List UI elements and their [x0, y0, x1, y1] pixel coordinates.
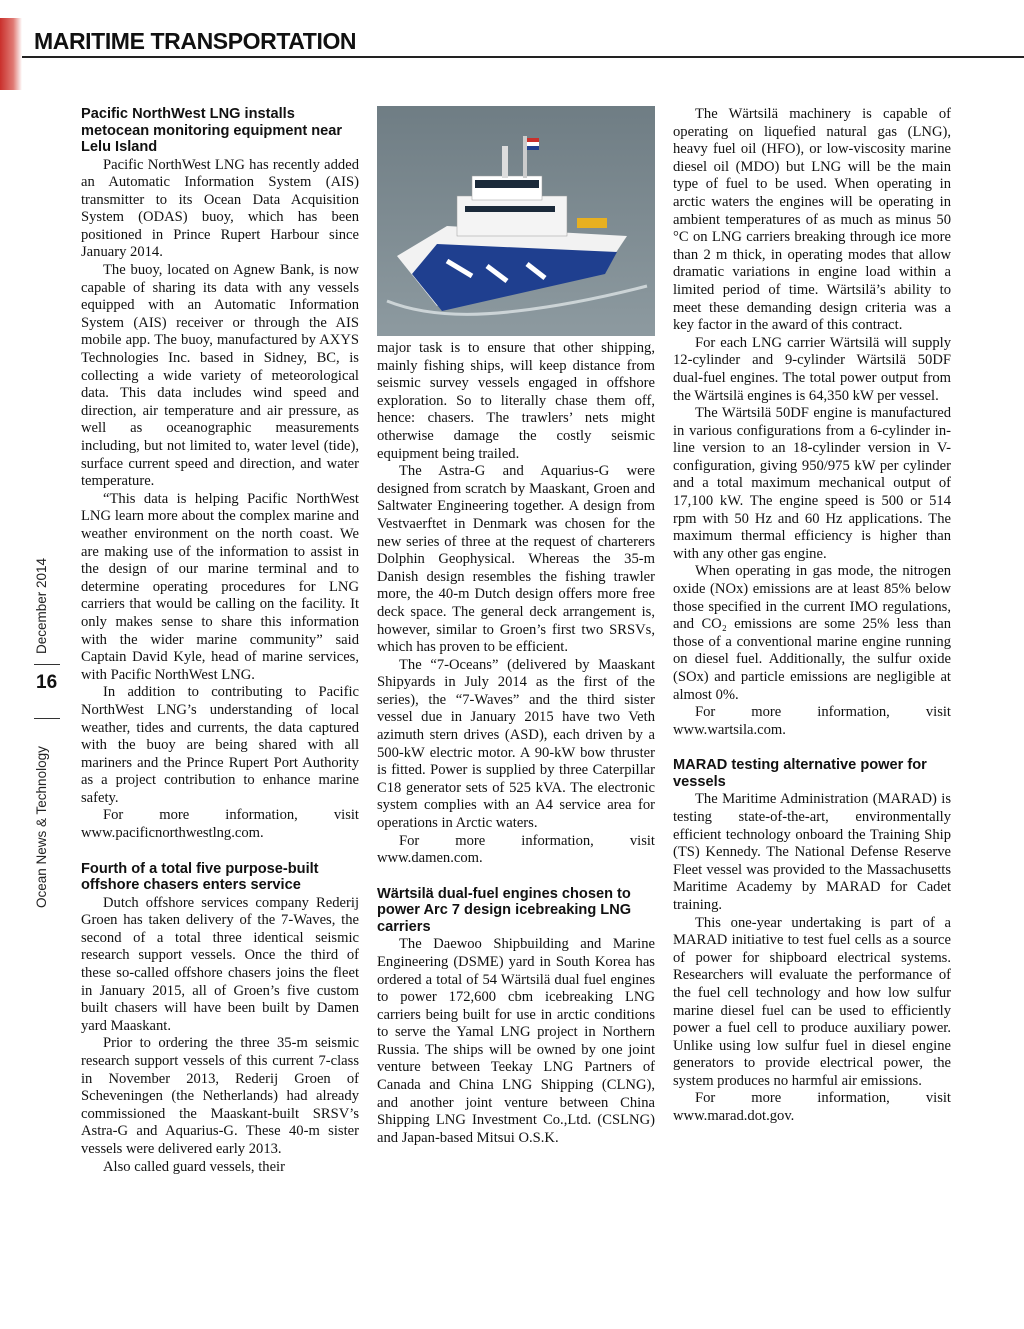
article-paragraph: For more information, visit www.damen.com. — [377, 832, 655, 867]
article-paragraph: For each LNG carrier Wärtsilä will supply 12-cylinder and 9-cylinder Wärtsilä 50DF dual-fuel engines. The total power output from the Wärtsilä engines is 64,350 kW per vessel. — [673, 334, 951, 404]
sidebar-rule — [34, 718, 60, 719]
article-paragraph: When operating in gas mode, the nitrogen oxide (NOx) emissions are at least 85% below those specified in the current IMO regulations, and CO₂ emissions are some 25% less than those of a conventional marine engine running on diesel fuel. Additionally, the sulfur oxide (SOx) and particle emissions are negligible at almost 0%. — [673, 563, 951, 703]
page-number: 16 — [36, 672, 58, 693]
section-header — [0, 18, 1024, 90]
article-headline: Fourth of a total five purpose-built offshore chasers enters service — [81, 860, 319, 894]
header-rule — [22, 56, 1024, 58]
article-headline: Pacific NorthWest LNG installs metocean monitoring equipment near Lelu Island — [81, 106, 343, 155]
section-title: MARITIME TRANSPORTATION — [34, 28, 357, 54]
article-paragraph: The Astra-G and Aquarius-G were designed from scratch by Maaskant, Groen and Saltwater Engineering together. A design from Vestvaerftet in Denmark was chosen for the new series of three at the request of charterers Dolphin Geophysical. Whereas the 35-m Danish design resembles the fishing trawler more, the 40-m Dutch design offers more free deck space. The general deck arrangement is, however, similar to Groen’s first two SRSVs, which has proven to be efficient. — [377, 463, 655, 656]
vessel-photo — [377, 106, 655, 336]
article-paragraph: Pacific NorthWest LNG has recently added an Automatic Information System (AIS) transmitter to its Ocean Data Acquisition System (ODAS) buoy, which has been positioned in Prince Rupert Harbour since January 2014. — [81, 156, 359, 261]
article-paragraph: Prior to ordering the three 35-m seismic research support vessels of this current 7-class in November 2013, Rederij Groen of Scheveningen (the Netherlands) had already commissioned the Maaskant-built SRSV’s Astra-G and Aquarius-G. These 40-m sister vessels were delivered early 2013. — [81, 1035, 359, 1157]
article-paragraph: “This data is helping Pacific NorthWest LNG learn more about the complex marine and weather environment on the north coast. We are making use of the information to assist in the design of our marine terminal and to determine operating procedures for LNG carriers that would be calling on the facility. It only makes sense to share this information with the wider marine community” said Captain David Kyle, head of marine services, with Pacific NorthWest LNG. — [81, 490, 359, 683]
article-paragraph: The Wärtsilä machinery is capable of operating on liquefied natural gas (LNG), heavy fuel oil (HFO), or low-viscosity marine diesel oil (MDO) but LNG will be the main type of fuel to be used. When operating in arctic waters the engines will be operating in ambient temperatures of as much as minus 50 °C on LNG carriers breaking through ice more than 2 m thick, in operating modes that allow dramatic variations in engine load within a limited period of time. Wärtsilä’s ability to meet these demanding design criteria was a key factor in the award of this contract. — [673, 106, 951, 334]
header-accent — [0, 18, 22, 90]
article-paragraph: The Wärtsilä 50DF engine is manufactured in various configurations from a 6-cylinder in-line version to an 18-cylinder version in V-configuration, giving 950/975 kW per cylinder and a total maximum mechanical output of 17,100 kW. The engine speed is 500 or 514 rpm with 50 Hz and 60 Hz applications. The maximum thermal efficiency is higher than with any other gas engine. — [673, 405, 951, 562]
sidebar-rule — [34, 664, 60, 665]
publication-name: Ocean News & Technology — [34, 746, 49, 908]
article-headline: MARAD testing alternative power for vessels — [673, 757, 927, 790]
article-paragraph: The buoy, located on Agnew Bank, is now capable of sharing its data with any vessels equipped with an Automatic Information System (AIS) receiver or through the AIS mobile app. The buoy, manufactured by AXYS Technologies Inc. based in Sidney, BC, is collecting a wide variety of meteorological data. This data includes wind speed and direction, air temperature and air pressure, as well as oceanographic measurements including, but not limited to, water level (tide), surface current speed and direction, and water temperature. — [81, 262, 359, 490]
article-paragraph: The “7-Oceans” (delivered by Maaskant Shipyards in July 2014 as the first of the series), the “7-Waves” and the third sister vessel due in January 2015 have two Veth azimuth stern drives (ASD), each driven by a 500-kW electric motor. A 90-kW bow thruster is fitted. Power is supplied by three Caterpillar C18 generator sets of 525 kVA. The electronic system complies with an A4 service area for operations in Arctic waters. — [377, 656, 655, 832]
article-paragraph: This one-year undertaking is part of a MARAD initiative to test fuel cells as a source of power for shipboard electrical systems. Researchers will evaluate the performance of the fuel cell technology and how low sulfur marine diesel fuel can be used to efficiently power a fuel cell to produce auxiliary power. Unlike using low sulfur fuel in diesel engine generators to provide electrical power, the system produces no harmful air emissions. — [673, 914, 951, 1089]
article-paragraph: In addition to contributing to Pacific NorthWest LNG’s understanding of local weather, tides and currents, the data captured with the buoy are being shared with all mariners and the Prince Rupert Port Authority as a project contribution to enhance marine safety. — [81, 684, 359, 806]
article-paragraph: Also called guard vessels, their — [103, 1158, 285, 1175]
article-paragraph: The Maritime Administration (MARAD) is testing state-of-the-art, environmentally efficient technology onboard the Training Ship (TS) Kennedy. The National Defense Reserve Fleet vessel was provided to the Massachusetts Maritime Academy by MARAD for Cadet training. — [673, 791, 951, 913]
article-paragraph: For more information, visit www.marad.dot.gov. — [673, 1090, 951, 1125]
article-paragraph: For more information, visit www.pacificnorthwestlng.com. — [81, 807, 359, 842]
article-paragraph: For more information, visit www.wartsila.com. — [673, 704, 951, 738]
article-paragraph: The Daewoo Shipbuilding and Marine Engineering (DSME) yard in South Korea has ordered a total of 54 Wärtsilä dual fuel engines to power 172,600 cbm icebreaking LNG carriers being built for use in arctic conditions to serve the Yamal LNG project in Northern Russia. The ships will be owned by one joint venture between Teekay LNG Partners of Canada and China LNG Shipping (CLNG), and another joint venture between China Shipping LNG Investment Co.,Ltd. (CSLNG) and Japan-based Mitsui O.S.K. — [377, 936, 655, 1146]
issue-date: December 2014 — [34, 557, 49, 654]
column-2 — [377, 106, 655, 1147]
article-paragraph: major task is to ensure that other shipping, mainly fishing ships, will keep distance from seismic survey vessels engaged in offshore exploration. So to literally chase them off, hence: chasers. The trawlers’ nets might otherwise damage the costly seismic equipment being trailed. — [377, 340, 655, 462]
article-paragraph: Dutch offshore services company Rederij Groen has taken delivery of the 7-Waves, the second of a total three identical seismic research support vessels. Once the third of these so-called offshore chasers joins the fleet in January 2015, all of Groen’s five custom built chasers will have been built by Damen yard Maaskant. — [81, 894, 359, 1034]
article-headline: Wärtsilä dual-fuel engines chosen to power Arc 7 design icebreaking LNG carriers — [377, 885, 632, 935]
column-3 — [673, 106, 951, 1126]
column-1 — [81, 106, 359, 1176]
